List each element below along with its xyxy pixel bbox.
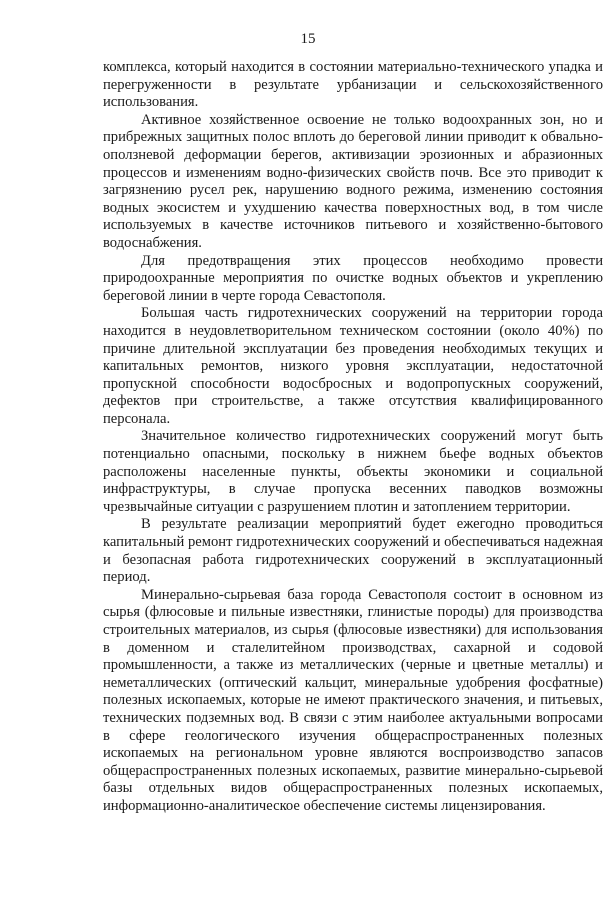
document-body — [103, 59, 603, 816]
paragraph-potential-danger: Значительное количество гидротехнических сооружений могут быть потенциально опасными, поскольку в нижнем бьефе водных объектов расположены населенные пункты, объекты экономики и социальной инфраструктуры, в случае пропуска весенних паводков возможны чрезвычайные ситуации с разрушением плотин и затоплением территории. — [103, 428, 603, 515]
paragraph-expected-results: В результате реализации мероприятий будет ежегодно проводиться капитальный ремонт гидротехнических сооружений и обеспечиваться надежная и безопасная работа гидротехнических сооружений в эксплуатационный период. — [103, 516, 603, 586]
page-number: 15 — [300, 31, 316, 47]
paragraph-mineral-resource-base: Минерально-сырьевая база города Севастополя состоит в основном из сырья (флюсовые и пильные известняки, глинистые породы) для производства строительных материалов, из сырья (флюсовые известняки) для использования в доменном и сталелитейном производствах, сахарной и содовой промышленности, а также из металлических (черные и цветные металлы) и неметаллических (оптический кальцит, минеральные удобрения фосфатные) полезных ископаемых, которые не имеют практического значения, и питьевых, технических подземных вод. В связи с этим наиболее актуальными вопросами в сфере геологического изучения общераспространенных полезных ископаемых на региональном уровне являются воспроизводство запасов общераспространенных полезных ископаемых, развитие минерально-сырьевой базы отдельных видов общераспространенных полезных ископаемых, информационно-аналитическое обеспечение системы лицензирования. — [103, 586, 603, 814]
paragraph-prevention-measures: Для предотвращения этих процессов необходимо провести природоохранные мероприятия по очистке водных объектов и укреплению береговой линии в черте города Севастополя. — [103, 252, 603, 304]
paragraph-continuation: комплекса, который находится в состоянии материально-технического упадка и перегруженности в результате урбанизации и сельскохозяйственного использования. — [103, 59, 603, 111]
paragraph-hydraulic-structures-condition: Большая часть гидротехнических сооружений на территории города находится в неудовлетворительном техническом состоянии (около 40%) по причине длительной эксплуатации без проведения необходимых текущих и капитальных ремонтов, низкого уровня эксплуатации, недостаточной пропускной способности водосбросных и водопропускных сооружений, дефектов при строительстве, а также отсутствия квалифицированного персонала. — [103, 305, 603, 427]
paragraph-economic-development: Активное хозяйственное освоение не только водоохранных зон, но и прибрежных защитных полос вплоть до береговой линии приводит к обвально-оползневой деформации берегов, активизации эрозионных и абразионных процессов и изменениям водно-физических свойств почв. Все это приводит к загрязнению русел рек, нарушению водного режима, изменению состояния водных экосистем и ухудшению качества поверхностных вод, в том числе используемых в качестве источников питьевого и хозяйственно-бытового водоснабжения. — [103, 111, 603, 251]
